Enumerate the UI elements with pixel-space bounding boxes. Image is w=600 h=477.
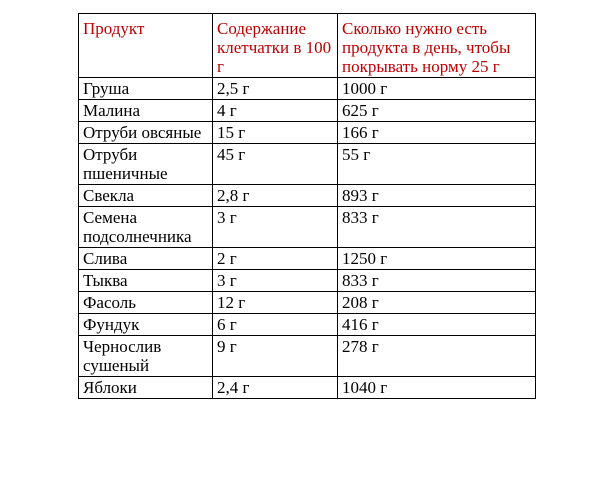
amount-cell: 833 г <box>338 270 536 292</box>
product-cell: Семена подсолнечника <box>79 207 213 248</box>
table-row <box>79 207 536 248</box>
product-cell: Слива <box>79 248 213 270</box>
fiber-cell: 3 г <box>213 270 338 292</box>
fiber-cell: 9 г <box>213 336 338 377</box>
product-cell: Отруби овсяные <box>79 122 213 144</box>
product-cell: Малина <box>79 100 213 122</box>
amount-cell: 1000 г <box>338 78 536 100</box>
header-fiber-content: Содержание клетчатки в 100 г <box>213 14 338 78</box>
amount-cell: 278 г <box>338 336 536 377</box>
fiber-cell: 6 г <box>213 314 338 336</box>
product-cell: Груша <box>79 78 213 100</box>
product-cell: Фундук <box>79 314 213 336</box>
table-row <box>79 270 536 292</box>
table-row <box>79 248 536 270</box>
fiber-cell: 15 г <box>213 122 338 144</box>
header-product: Продукт <box>79 14 213 78</box>
amount-cell: 893 г <box>338 185 536 207</box>
product-cell: Тыква <box>79 270 213 292</box>
table-row <box>79 292 536 314</box>
fiber-table <box>78 13 536 399</box>
table-row <box>79 314 536 336</box>
amount-cell: 625 г <box>338 100 536 122</box>
table-row <box>79 122 536 144</box>
fiber-cell: 45 г <box>213 144 338 185</box>
amount-cell: 416 г <box>338 314 536 336</box>
amount-cell: 166 г <box>338 122 536 144</box>
fiber-cell: 2,5 г <box>213 78 338 100</box>
product-cell: Фасоль <box>79 292 213 314</box>
table-row <box>79 377 536 399</box>
table-row <box>79 144 536 185</box>
amount-cell: 833 г <box>338 207 536 248</box>
amount-cell: 1250 г <box>338 248 536 270</box>
amount-cell: 55 г <box>338 144 536 185</box>
table-row <box>79 100 536 122</box>
fiber-cell: 2,4 г <box>213 377 338 399</box>
table-row <box>79 78 536 100</box>
fiber-cell: 4 г <box>213 100 338 122</box>
table-row <box>79 336 536 377</box>
fiber-cell: 3 г <box>213 207 338 248</box>
header-daily-amount: Сколько нужно есть продукта в день, чтобы покрывать норму 25 г <box>338 14 536 78</box>
table-row <box>79 185 536 207</box>
fiber-cell: 2 г <box>213 248 338 270</box>
header-row <box>79 14 536 78</box>
fiber-cell: 12 г <box>213 292 338 314</box>
fiber-cell: 2,8 г <box>213 185 338 207</box>
product-cell: Свекла <box>79 185 213 207</box>
product-cell: Отруби пшеничные <box>79 144 213 185</box>
amount-cell: 1040 г <box>338 377 536 399</box>
amount-cell: 208 г <box>338 292 536 314</box>
product-cell: Чернослив сушеный <box>79 336 213 377</box>
product-cell: Яблоки <box>79 377 213 399</box>
